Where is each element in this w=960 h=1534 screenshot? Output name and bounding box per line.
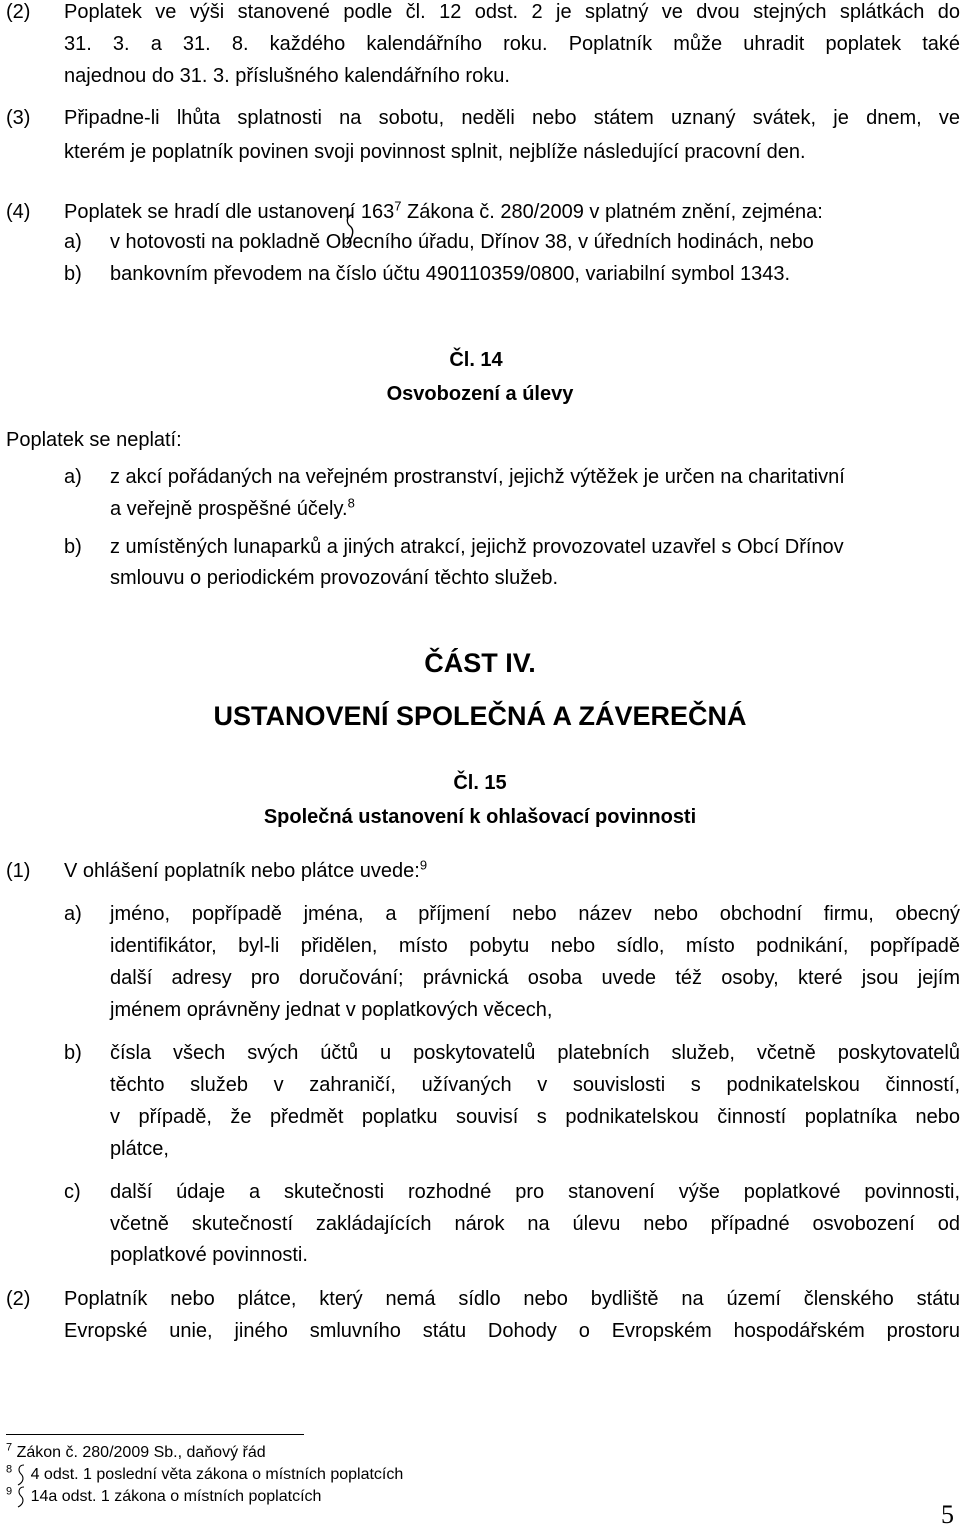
paragraph-number: (1) [6, 860, 31, 882]
footnote-text: Zákon č. 280/2009 Sb., daňový řád [16, 1444, 266, 1461]
list-item: těchto služeb v zahraničí, užívaných v souvislosti s podnikatelskou činností, [110, 1074, 960, 1096]
section-sign-icon [15, 1464, 27, 1486]
list-item [110, 497, 355, 521]
list-item: bankovním převodem na číslo účtu 490110359/0800, variabilní symbol 1343. [110, 263, 791, 285]
footnote [6, 1465, 403, 1485]
list-item: identifikátor, byl-li přidělen, místo pobytu nebo sídlo, místo podnikání, popřípadě [110, 935, 960, 957]
footnote [6, 1443, 266, 1463]
list-item: čísla všech svých účtů u poskytovatelů platebních služeb, včetně poskytovatelů [110, 1042, 960, 1064]
list-item: z umístěných lunaparků a jiných atrakcí, jejichž provozovatel uzavřel s Obcí Dřínov [110, 536, 844, 558]
footnote-ref: 9 [419, 857, 428, 873]
part-title: USTANOVENÍ SPOLEČNÁ A ZÁVEREČNÁ [213, 701, 747, 731]
footnote-text: 4 odst. 1 poslední věta zákona o místních poplatcích [30, 1466, 404, 1483]
article-title: Společná ustanovení k ohlašovací povinnosti [263, 806, 697, 828]
text-run: Poplatek se hradí dle ustanovení [64, 201, 361, 223]
list-item: v hotovosti na pokladně Obecního úřadu, Dřínov 38, v úředních hodinách, nebo [110, 231, 814, 253]
list-label: a) [64, 231, 82, 253]
footnote-separator [6, 1434, 304, 1435]
paragraph-text [64, 200, 823, 224]
paragraph-number: (2) [6, 1, 31, 23]
list-label: c) [64, 1181, 81, 1203]
list-item: další údaje a skutečnosti rozhodné pro stanovení výše poplatkové povinnosti, [110, 1181, 960, 1203]
text-run: a veřejně prospěšné účely. [110, 498, 348, 520]
footnote-text-wrap [17, 1466, 404, 1483]
footnote-number: 9 [6, 1485, 13, 1498]
list-item: plátce, [110, 1138, 169, 1160]
list-item: poplatkové povinnosti. [110, 1244, 308, 1266]
paragraph-text: kterém je poplatník povinen svoji povinnost splnit, nejblíže následující pracovní den. [64, 141, 806, 163]
paragraph-text: Poplatek se neplatí: [6, 429, 182, 451]
article-heading: Čl. 15 [453, 772, 507, 794]
paragraph-text [64, 859, 427, 883]
text-run: Zákona č. 280/2009 v platném znění, zejména: [401, 201, 823, 223]
footnote-text-wrap [17, 1488, 322, 1505]
footnote-number: 7 [6, 1441, 13, 1454]
list-item: smlouvu o periodickém provozování těchto služeb. [110, 567, 559, 589]
list-item: jméno, popřípadě jména, a příjmení nebo název nebo obchodní firmu, obecný [110, 903, 960, 925]
page-number: 5 [941, 1500, 954, 1529]
paragraph-number: (2) [6, 1288, 31, 1310]
section-sign-icon [15, 1486, 27, 1508]
list-label: b) [64, 536, 82, 558]
part-heading: ČÁST IV. [424, 648, 536, 678]
list-item: v případě, že předmět poplatku souvisí s podnikatelskou činností poplatníka nebo [110, 1106, 960, 1128]
paragraph-text: Evropské unie, jiného smluvního státu Dohody o Evropském hospodářském prostoru [64, 1320, 960, 1342]
article-heading: Čl. 14 [449, 349, 503, 371]
list-label: b) [64, 263, 82, 285]
list-item: další adresy pro doručování; právnická osoba uvede též osoby, které jsou jejím [110, 967, 960, 989]
list-label: a) [64, 903, 82, 925]
text-run: V ohlášení poplatník nebo plátce uvede: [64, 860, 420, 882]
paragraph-text: Poplatek ve výši stanovené podle čl. 12 odst. 2 je splatný ve dvou stejných splátkách do [64, 1, 960, 23]
footnote-text: 14a odst. 1 zákona o místních poplatcích [30, 1488, 322, 1505]
list-item: z akcí pořádaných na veřejném prostranství, jejichž výtěžek je určen na charitativní [110, 466, 845, 488]
footnote-ref: 8 [347, 495, 355, 511]
list-item: včetně skutečností zakládajících nárok na úlevu nebo případné osvobození od [110, 1213, 960, 1235]
list-label: a) [64, 466, 82, 488]
list-label: b) [64, 1042, 82, 1064]
footnote-number: 8 [6, 1463, 13, 1476]
paragraph-text: 31. 3. a 31. 8. každého kalendářního roku. Poplatník může uhradit poplatek také [64, 33, 960, 55]
paragraph-number: (3) [6, 107, 31, 129]
paragraph-number: (4) [6, 201, 31, 223]
paragraph-text: Poplatník nebo plátce, který nemá sídlo nebo bydliště na území členského státu [64, 1288, 960, 1310]
section-number: 163 [360, 201, 395, 223]
article-title: Osvobození a úlevy [386, 383, 574, 405]
paragraph-text: Připadne-li lhůta splatnosti na sobotu, neděli nebo státem uznaný svátek, je dnem, ve [64, 107, 960, 129]
paragraph-text: najednou do 31. 3. příslušného kalendářního roku. [64, 65, 510, 87]
footnote-ref: 7 [394, 198, 402, 214]
list-item: jménem oprávněny jednat v poplatkových věcech, [110, 999, 553, 1021]
footnote [6, 1487, 321, 1507]
